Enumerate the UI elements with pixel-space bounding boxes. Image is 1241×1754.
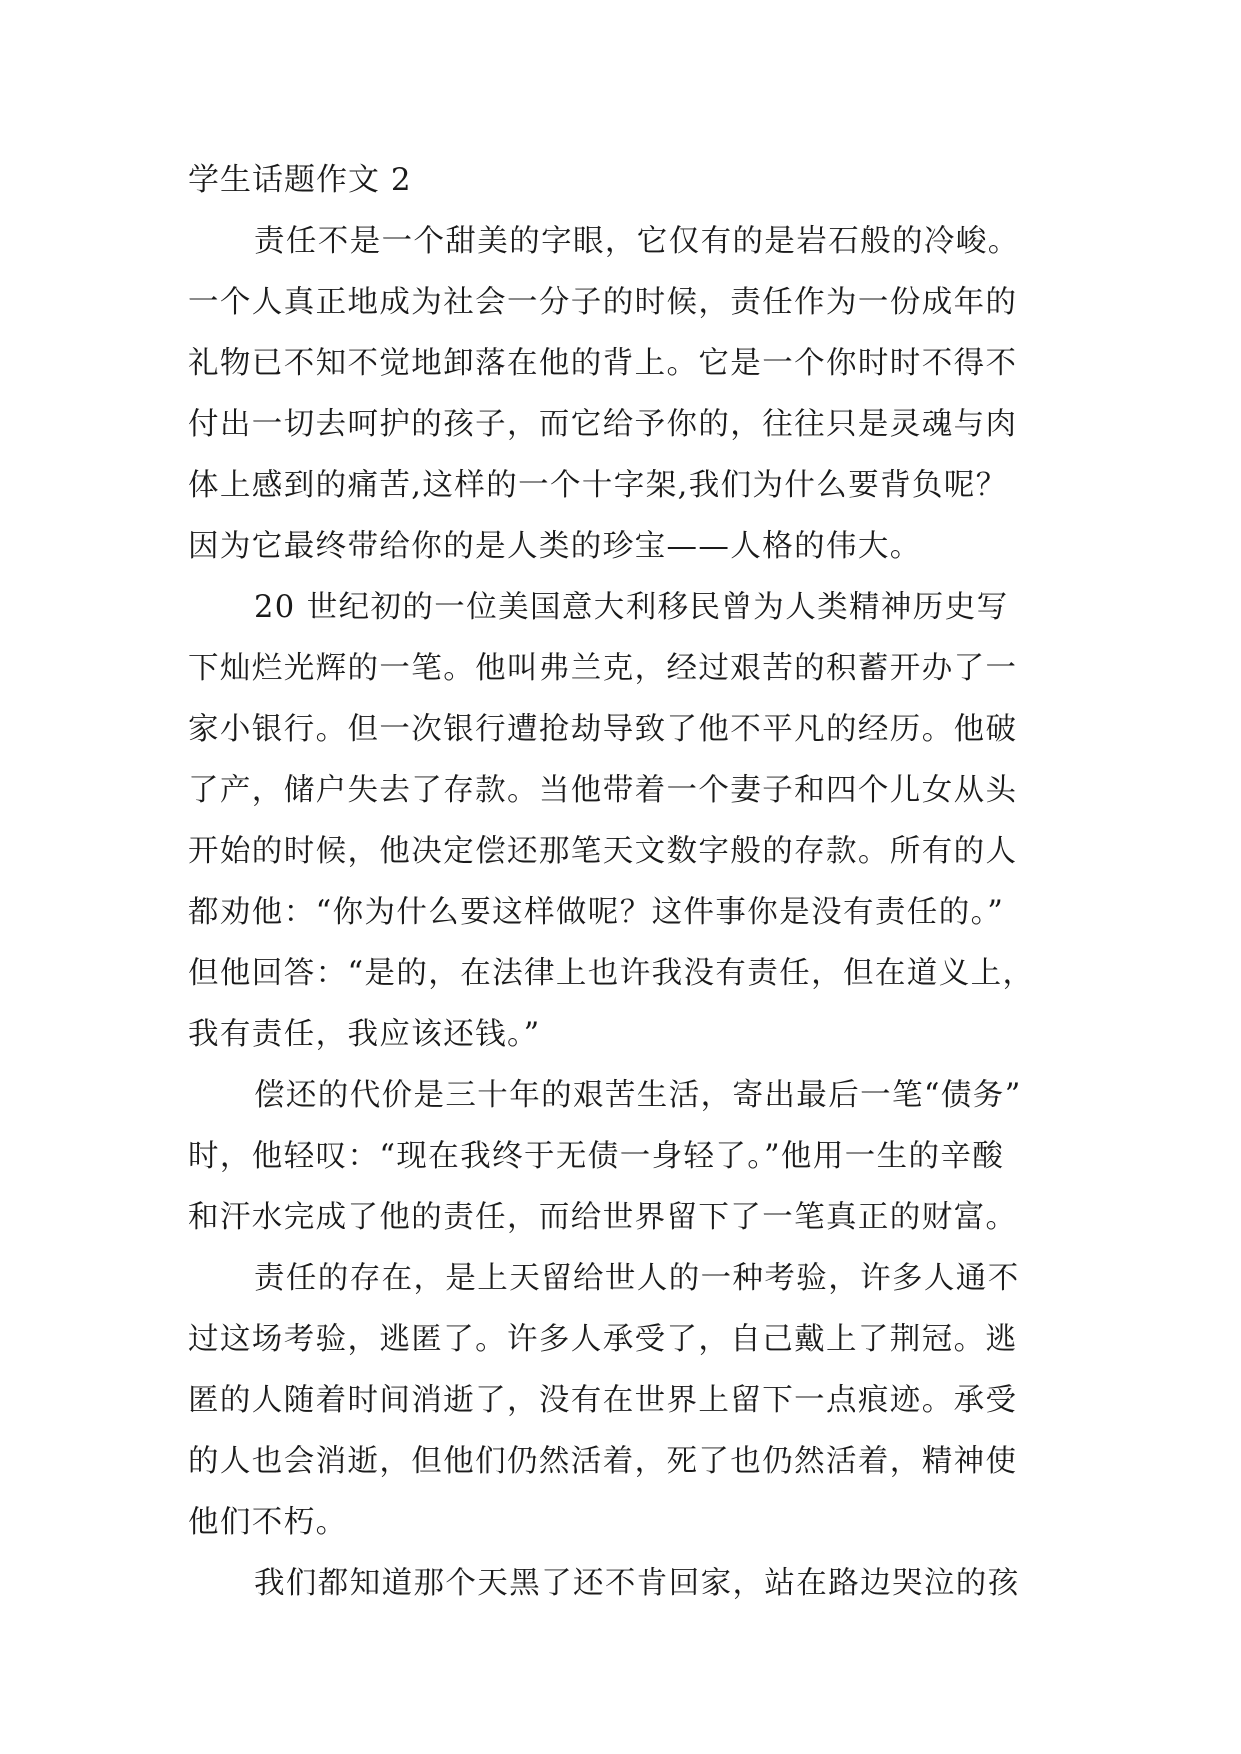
text-line: 我有责任，我应该还钱。” [188, 1017, 541, 1052]
document-page [188, 160, 1056, 1614]
text-line: 时，他轻叹：“现在我终于无债一身轻了。”他用一生的辛酸 [188, 1139, 1005, 1174]
text-line: 责任不是一个甜美的字眼，它仅有的是岩石般的冷峻。 [254, 224, 1020, 259]
text-line: 的人也会消逝，但他们仍然活着，死了也仍然活着，精神使 [188, 1444, 1018, 1479]
text-line: 和汗水完成了他的责任，而给世界留下了一笔真正的财富。 [188, 1200, 1018, 1235]
text-line: 礼物已不知不觉地卸落在他的背上。它是一个你时时不得不 [188, 346, 1018, 381]
text-line: 开始的时候，他决定偿还那笔天文数字般的存款。所有的人 [188, 834, 1018, 869]
text-line: 匿的人随着时间消逝了，没有在世界上留下一点痕迹。承受 [188, 1383, 1018, 1418]
document-title: 学生话题作文 2 [188, 162, 412, 198]
text-line: 偿还的代价是三十年的艰苦生活，寄出最后一笔“债务” [254, 1078, 1022, 1113]
text-line: 一个人真正地成为社会一分子的时候，责任作为一份成年的 [188, 285, 1018, 320]
text-line: 了产，储户失去了存款。当他带着一个妻子和四个儿女从头 [188, 773, 1018, 808]
text-line: 体上感到的痛苦,这样的一个十字架,我们为什么要背负呢？ [188, 468, 1008, 503]
text-line: 下灿烂光辉的一笔。他叫弗兰克，经过艰苦的积蓄开办了一 [188, 651, 1018, 686]
text-line: 他们不朽。 [188, 1505, 348, 1540]
text-line: 家小银行。但一次银行遭抢劫导致了他不平凡的经历。他破 [188, 712, 1018, 747]
document-body [188, 211, 1056, 1614]
text-line: 20 世纪初的一位美国意大利移民曾为人类精神历史写 [254, 590, 1009, 625]
text-line: 但他回答：“是的，在法律上也许我没有责任，但在道义上， [188, 956, 1035, 991]
text-line: 过这场考验，逃匿了。许多人承受了，自己戴上了荆冠。逃 [188, 1322, 1018, 1357]
text-line: 我们都知道那个天黑了还不肯回家，站在路边哭泣的孩 [254, 1566, 1020, 1601]
text-line: 因为它最终带给你的是人类的珍宝——人格的伟大。 [188, 529, 922, 564]
text-line: 都劝他：“你为什么要这样做呢？这件事你是没有责任的。” [188, 895, 1005, 930]
text-line: 付出一切去呵护的孩子，而它给予你的，往往只是灵魂与肉 [188, 407, 1018, 442]
text-line: 责任的存在，是上天留给世人的一种考验，许多人通不 [254, 1261, 1020, 1296]
